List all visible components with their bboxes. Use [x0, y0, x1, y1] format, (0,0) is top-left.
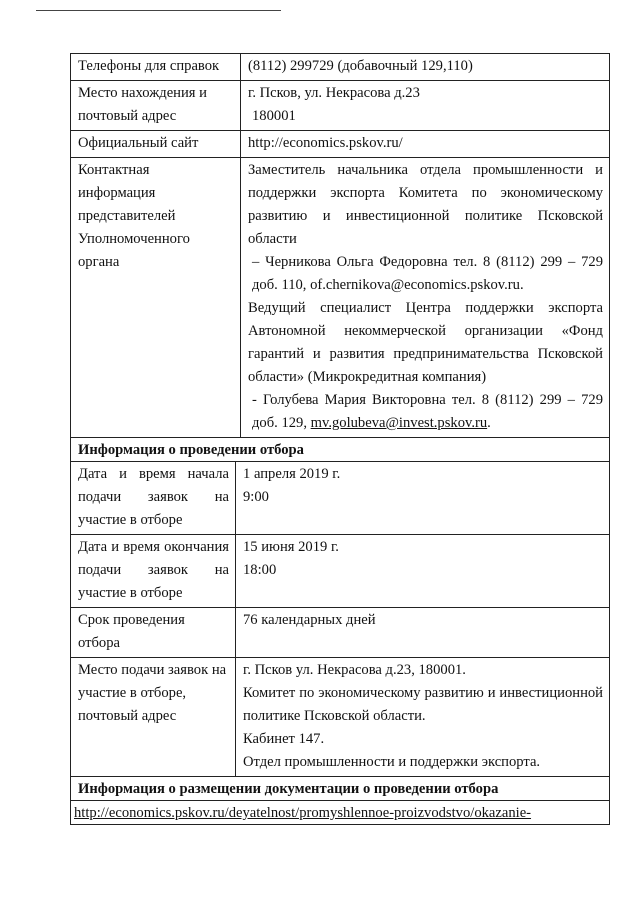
table-row-website: [71, 131, 609, 158]
contact-person-2: [248, 389, 603, 435]
table-row-place: [71, 658, 609, 777]
end-date-label: Дата и время окончания подачи заявок на участие в отборе: [71, 535, 236, 607]
table-row-end-date: [71, 535, 609, 608]
end-date: 15 июня 2019 г.: [243, 539, 339, 555]
website-link[interactable]: http://economics.pskov.ru/: [248, 135, 403, 151]
table-row-duration: [71, 608, 609, 658]
place-line-3: Кабинет 147.: [243, 731, 325, 747]
phones-label: Телефоны для справок: [71, 54, 241, 80]
place-label: Место подачи заявок на участие в отборе, почтовый адрес: [71, 658, 236, 776]
phones-value: (8112) 299729 (добавочный 129,110): [248, 58, 473, 74]
table-row-phones: [71, 54, 609, 81]
start-date-value: [236, 462, 609, 534]
contact-email-link[interactable]: mv.golubeva@invest.pskov.ru: [310, 415, 488, 431]
start-date: 1 апреля 2019 г.: [243, 466, 341, 482]
contacts-label: Контактная информация представителей Уполномоченного органа: [71, 158, 241, 437]
start-time: 9:00: [243, 489, 269, 505]
postcode: 180001: [252, 108, 296, 124]
place-line-1: г. Псков ул. Некрасова д.23, 180001.: [243, 662, 466, 678]
section-heading-documents: [71, 777, 609, 801]
documentation-link[interactable]: http://economics.pskov.ru/deyatelnost/promyshlennoe-proizvodstvo/okazanie-: [74, 805, 532, 821]
section-heading-selection: [71, 438, 609, 462]
place-value: [236, 658, 609, 776]
contacts-value: [241, 158, 609, 437]
contact-person-2-end: .: [487, 415, 491, 431]
address-value: [241, 81, 609, 130]
website-label: Официальный сайт: [71, 131, 241, 157]
start-date-label: Дата и время начала подачи заявок на участие в отборе: [71, 462, 236, 534]
info-table: [70, 53, 610, 825]
end-time: 18:00: [243, 562, 277, 578]
section-title: Информация о размещении документации о проведении отбора: [78, 781, 499, 797]
table-row-contacts: [71, 158, 609, 438]
contact-person-1: – Черникова Ольга Федоровна тел. 8 (8112) 299 – 729 доб. 110, of.chernikova@economics.pskov.ru.: [252, 254, 603, 293]
contact-position-1: Заместитель начальника отдела промышленности и поддержки экспорта Комитета по экономическому развитию и инвестиционной политике Псковской области: [248, 162, 603, 247]
contact-position-2: Ведущий специалист Центра поддержки экспорта Автономной некоммерческой организации «Фонд гарантий и развития предпринимательства Псковской области» (Микрокредитная компания): [248, 300, 603, 385]
table-row-address: [71, 81, 609, 131]
end-date-value: [236, 535, 609, 607]
duration-label: Срок проведения отбора: [71, 608, 236, 657]
place-line-2: Комитет по экономическому развитию и инвестиционной политике Псковской области.: [243, 685, 603, 724]
section-title: Информация о проведении отбора: [78, 442, 304, 458]
address-line: г. Псков, ул. Некрасова д.23: [248, 85, 420, 101]
contact-person-2-text: - Голубева Мария Викторовна тел. 8 (8112) 299 – 729 доб. 129,: [252, 392, 603, 431]
header-rule: [36, 10, 281, 11]
duration-value: 76 календарных дней: [243, 612, 376, 628]
table-row-doc-link: [71, 801, 609, 825]
table-row-start-date: [71, 462, 609, 535]
address-label: Место нахождения и почтовый адрес: [71, 81, 241, 130]
place-line-4: Отдел промышленности и поддержки экспорта.: [243, 754, 541, 770]
